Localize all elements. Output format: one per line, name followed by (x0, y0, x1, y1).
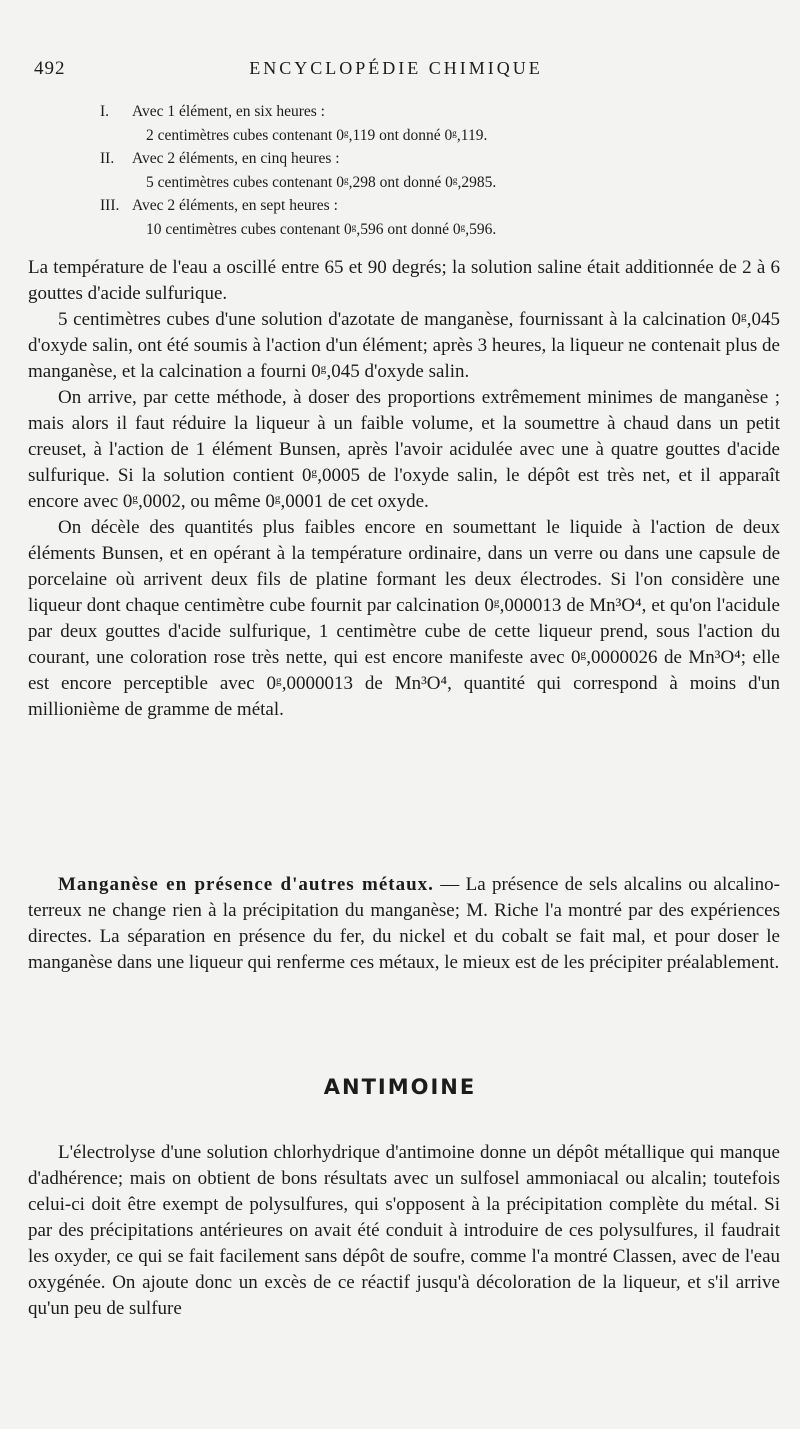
paragraph: La température de l'eau a oscillé entre 65 et 90 degrés; la solution saline était additionnée de 2 à 6 gouttes d'acide sulfurique. (28, 257, 780, 304)
result-label: II. (100, 150, 115, 167)
result-item (100, 147, 660, 194)
result-item (100, 100, 660, 147)
result-item (100, 194, 660, 241)
result-detail: 2 centimètres cubes contenant 0ᵍ,119 ont donné 0ᵍ,119. (146, 126, 488, 144)
result-detail: 5 centimètres cubes contenant 0ᵍ,298 ont donné 0ᵍ,2985. (146, 173, 497, 191)
result-label: III. (100, 197, 120, 214)
page-number: 492 (34, 58, 66, 79)
running-head (26, 58, 766, 82)
result-setup: Avec 1 élément, en six heures : (132, 103, 325, 120)
results-list (100, 100, 660, 241)
result-setup: Avec 2 éléments, en sept heures : (132, 197, 338, 214)
running-title: ENCYCLOPÉDIE CHIMIQUE (249, 58, 543, 78)
result-label: I. (100, 103, 110, 120)
section-text: — La présence de sels alcalins ou alcalino-terreux ne change rien à la précipitation du manganèse; M. Riche l'a montré par des expériences directes. La séparation en présence du fer, du nickel et du cobalt se fait mal, et pour doser le manganèse dans une liqueur qui renferme ces métaux, le mieux est de les précipiter préalablement. (28, 874, 780, 973)
body-text-manganese (28, 255, 780, 723)
paragraph: On arrive, par cette méthode, à doser des proportions extrêmement minimes de manganèse ; mais alors il faut réduire la liqueur à un faible volume, et la soumettre à chaud dans un petit creuset, à l'action de 1 élément Bunsen, après l'avoir acidulée avec une à quatre gouttes d'acide sulfurique. Si la solution contient 0ᵍ,0005 de l'oxyde salin, le dépôt est très net, et il apparaît encore avec 0ᵍ,0002, ou même 0ᵍ,0001 de cet oxyde. (28, 387, 780, 512)
paragraph: 5 centimètres cubes d'une solution d'azotate de manganèse, fournissant à la calcination 0ᵍ,045 d'oxyde salin, ont été soumis à l'action d'un élément; après 3 heures, la liqueur ne contenait plus de manganèse, et la calcination a fourni 0ᵍ,045 d'oxyde salin. (28, 309, 780, 382)
chapter-title: ANTIMOINE (323, 1075, 477, 1099)
section-paragraph (28, 872, 780, 976)
result-setup: Avec 2 éléments, en cinq heures : (132, 150, 340, 167)
section-heading: Manganèse en présence d'autres métaux. (58, 874, 434, 895)
result-detail: 10 centimètres cubes contenant 0ᵍ,596 ont donné 0ᵍ,596. (146, 220, 497, 238)
paragraph: L'électrolyse d'une solution chlorhydrique d'antimoine donne un dépôt métallique qui manque d'adhérence; mais on obtient de bons résultats avec un sulfosel ammoniacal ou alcalin; toutefois celui-ci doit être exempt de polysulfures, qui s'opposent à la précipitation complète du métal. Si par des précipitations antérieures on avait été conduit à introduire de ces polysulfures, il faudrait les oxyder, ce qui se fait facilement sans dépôt de soufre, comme l'a montré Classen, avec de l'eau oxygénée. On ajoute donc un excès de ce réactif jusqu'à décoloration de la liqueur, et s'il arrive qu'un peu de sulfure (28, 1142, 780, 1319)
body-text-antimoine (28, 1140, 780, 1322)
paragraph: On décèle des quantités plus faibles encore en soumettant le liquide à l'action de deux éléments Bunsen, et en opérant à la température ordinaire, dans un verre ou dans une capsule de porcelaine où arrivent deux fils de platine formant les deux électrodes. Si l'on considère une liqueur dont chaque centimètre cube fournit par calcination 0ᵍ,000013 de Mn³O⁴, et qu'on l'acidule par deux gouttes d'acide sulfurique, 1 centimètre cube de cette liqueur prend, sous l'action du courant, une coloration rose très nette, qui est encore manifeste avec 0ᵍ,0000026 de Mn³O⁴; elle est encore perceptible avec 0ᵍ,0000013 de Mn³O⁴, quantité qui correspond à moins d'un millionième de gramme de métal. (28, 517, 780, 720)
